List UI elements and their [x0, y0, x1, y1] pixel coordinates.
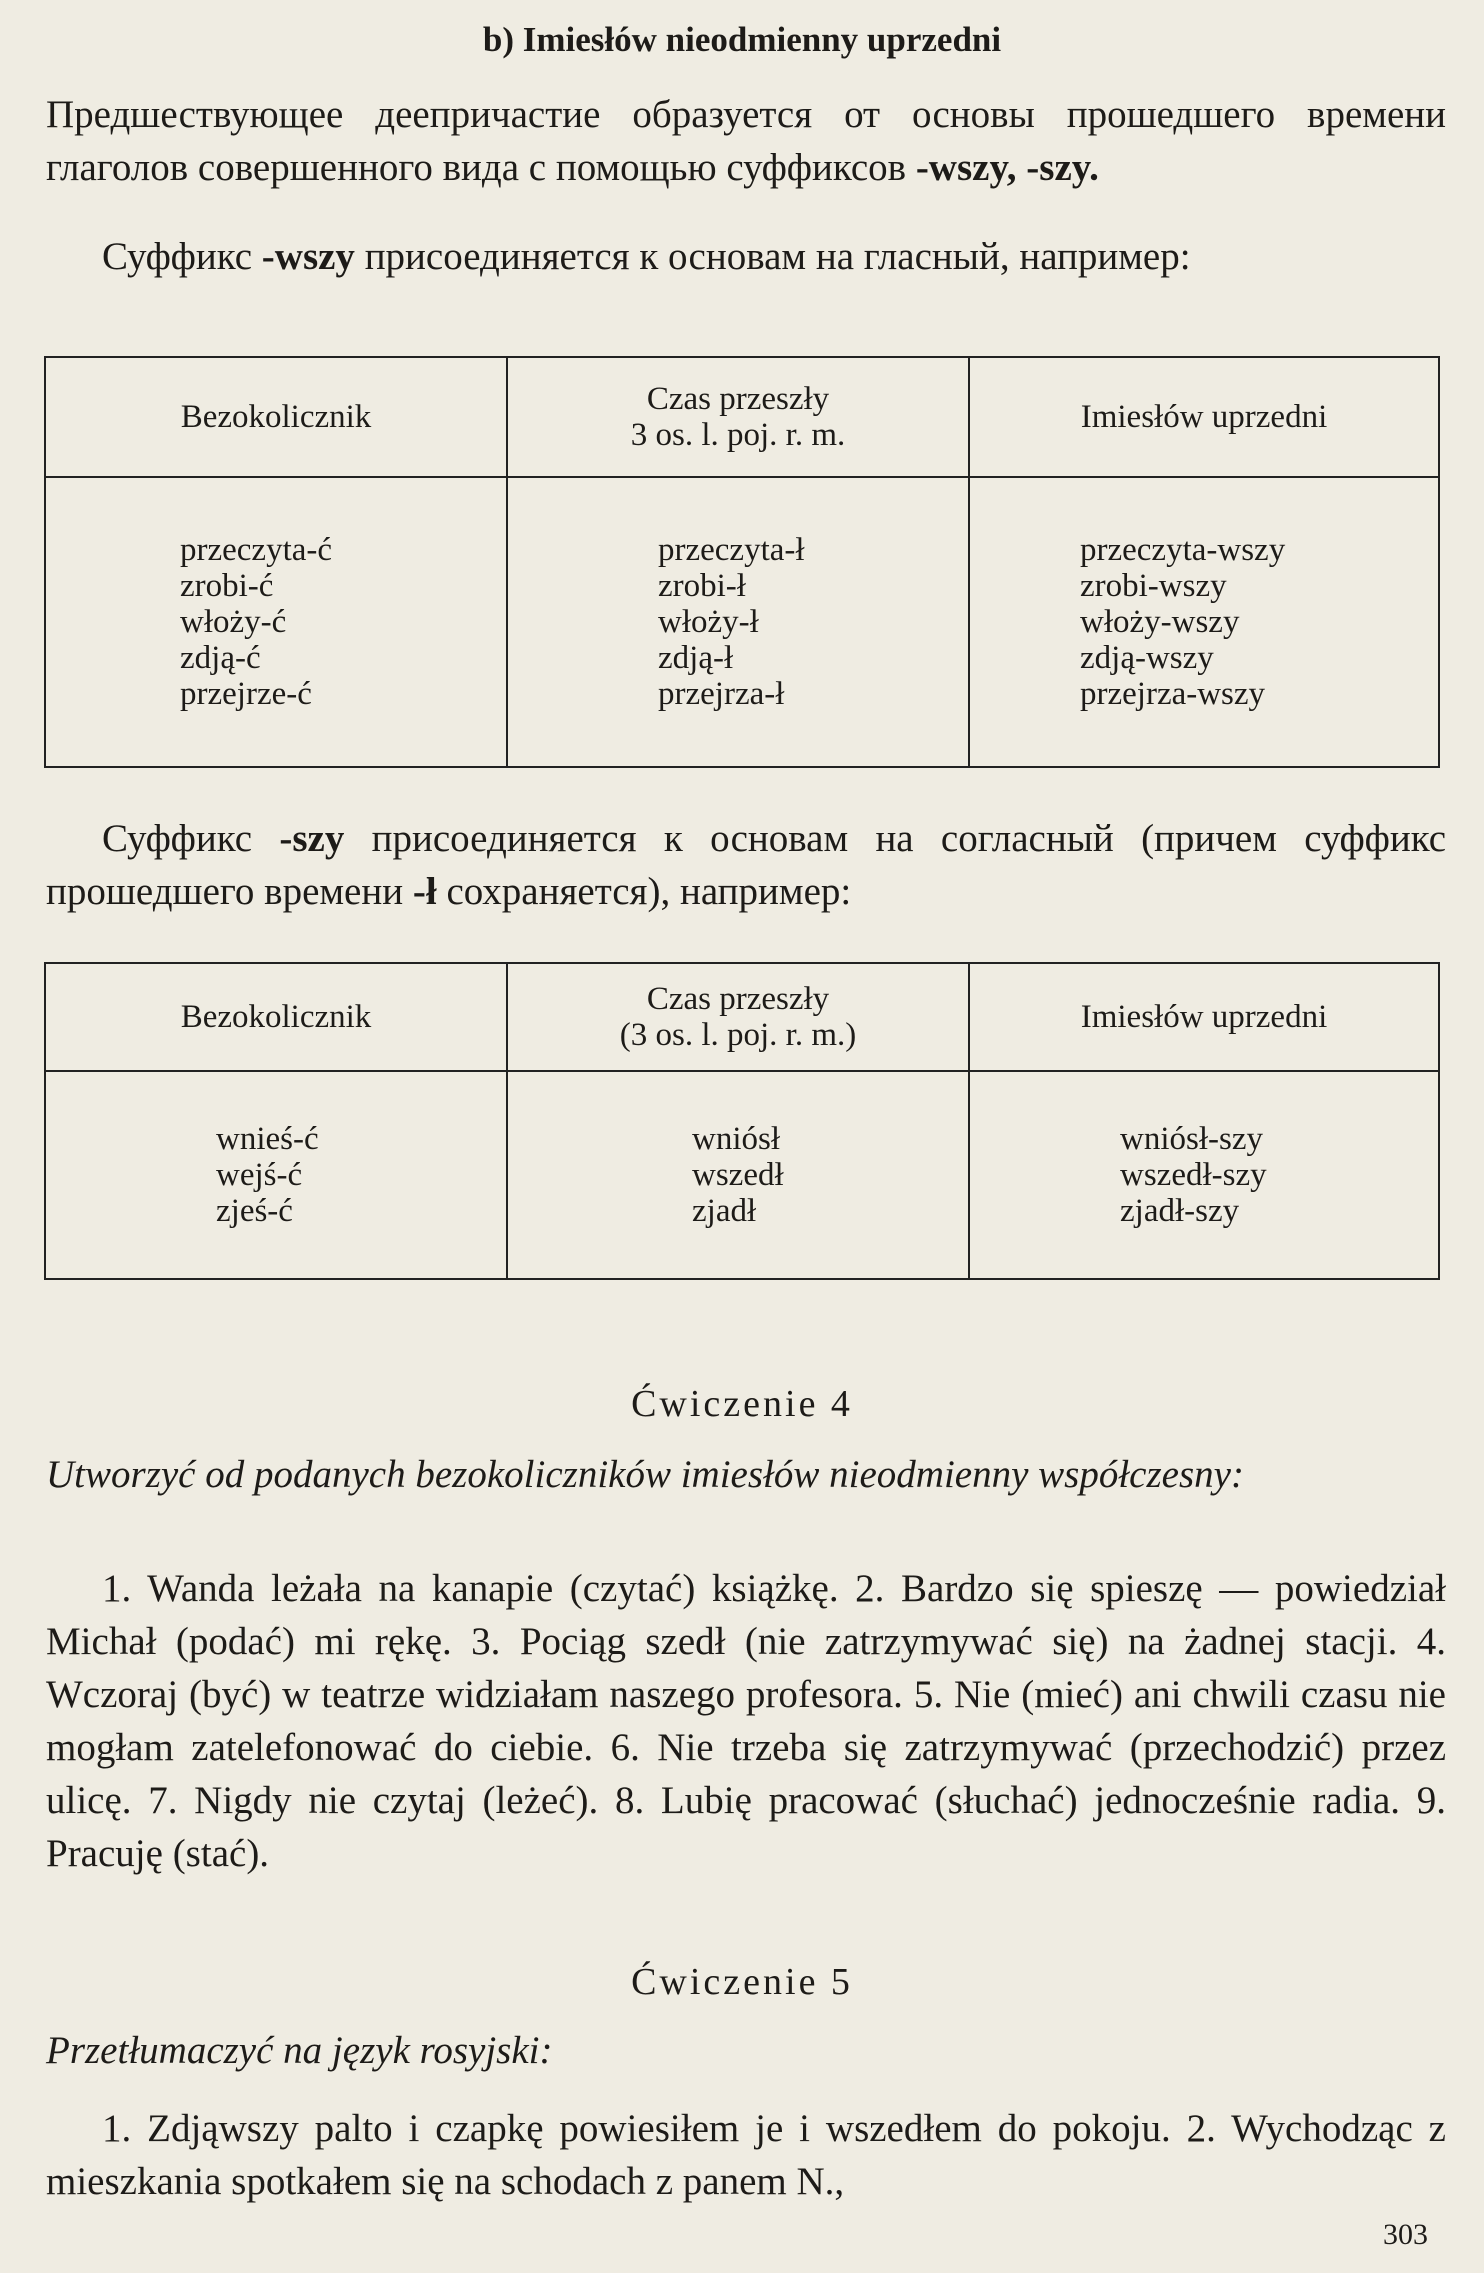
table2-cell: wszedł-szy	[1120, 1157, 1267, 1193]
suffixes-bold: -wszy, -szy.	[915, 146, 1099, 189]
table1-cell: zrobi-ł	[658, 568, 746, 604]
table2-header-participle: Imiesłów uprzedni	[969, 963, 1439, 1071]
middle-paragraph	[46, 812, 1446, 918]
table1-body-row	[45, 477, 1439, 767]
table2-cell: wejś-ć	[216, 1157, 303, 1193]
table2-col-infinitive	[45, 1071, 507, 1279]
middle-after: сохраняется), например:	[436, 870, 852, 913]
table1-cell: włoży-ć	[180, 604, 287, 640]
suffix-szy: -szy	[279, 817, 345, 860]
table2-cell: wnieś-ć	[216, 1121, 319, 1157]
intro-text: Предшествующее деепричастие образуется от основы прошедшего времени глаголов совершенного вида с помощью суффиксов	[46, 93, 1446, 189]
table1-cell: przeczyta-ć	[180, 532, 333, 568]
table1-header-past-line1: Czas przeszły	[646, 381, 830, 417]
table1-cell: włoży-ł	[658, 604, 759, 640]
exercise-5-title: Ćwiczenie 5	[631, 1961, 853, 2003]
table2-header-past	[507, 963, 969, 1071]
suffix-wszy: -wszy	[261, 235, 355, 278]
table1-header-past-line2: 3 os. l. poj. r. m.	[630, 417, 846, 453]
intro2-after: присоединяется к основам на гласный, например:	[354, 235, 1191, 278]
exercise-4-title: Ćwiczenie 4	[631, 1383, 853, 1425]
table1-cell: zdją-ł	[658, 640, 734, 676]
table1-header-participle: Imiesłów uprzedni	[969, 357, 1439, 477]
table2-header-infinitive: Bezokolicznik	[45, 963, 507, 1071]
table1-header-infinitive: Bezokolicznik	[45, 357, 507, 477]
exercise-4-text: 1. Wanda leżała na kanapie (czytać) książkę. 2. Bardzo się spieszę — powiedział Michał (podać) mi rękę. 3. Pociąg szedł (nie zatrzymywać się) na żadnej stacji. 4. Wczoraj (być) w teatrze widziałam naszego profesora. 5. Nie (mieć) ani chwili czasu nie mogłam zatelefonować do ciebie. 6. Nie trzeba się zatrzymywać (przechodzić) przez ulicę. 7. Nigdy nie czytaj (leżeć). 8. Lubię pracować (słuchać) jednocześnie radia. 9. Pracuję (stać).	[46, 1567, 1446, 1875]
exercise-5-text: 1. Zdjąwszy palto i czapkę powiesiłem je i wszedłem do pokoju. 2. Wychodząc z mieszkania spotkałem się na schodach z panem N.,	[46, 2107, 1446, 2203]
table2-cell: wniósł-szy	[1120, 1121, 1263, 1157]
table1-cell: przejrze-ć	[180, 676, 312, 712]
table2-header-past-line1: Czas przeszły	[646, 981, 830, 1017]
table2-col-participle	[969, 1071, 1439, 1279]
table2-cell: wniósł	[692, 1121, 781, 1157]
table1-col-infinitive	[45, 477, 507, 767]
table1-header-row	[45, 357, 1439, 477]
middle-before: Суффикс	[102, 817, 280, 860]
table2-header-past-line2: (3 os. l. poj. r. m.)	[619, 1017, 857, 1053]
table1-header-past	[507, 357, 969, 477]
table2-cell: zjeś-ć	[216, 1193, 293, 1229]
exercise-4-instruction: Utworzyć od podanych bezokoliczników imiesłów nieodmienny współczesny:	[46, 1453, 1244, 1496]
table1-col-past	[507, 477, 969, 767]
table1-cell: przejrza-ł	[658, 676, 785, 712]
table1-cell: przejrza-wszy	[1080, 676, 1266, 712]
suffix-l: -ł	[412, 870, 437, 913]
intro2-before: Суффикс	[102, 235, 262, 278]
table2-header-row	[45, 963, 1439, 1071]
table2-body-row	[45, 1071, 1439, 1279]
table2-cell: zjadł-szy	[1120, 1193, 1240, 1229]
page-number: 303	[1383, 2218, 1428, 2251]
table-consonant-stems	[44, 962, 1440, 1280]
table1-cell: zdją-wszy	[1080, 640, 1214, 676]
section-title: b) Imiesłów nieodmienny uprzedni	[482, 20, 1002, 59]
exercise-5-instruction: Przetłumaczyć na język rosyjski:	[46, 2029, 553, 2072]
table1-cell: zrobi-ć	[180, 568, 274, 604]
table2-cell: zjadł	[692, 1193, 757, 1229]
table2-cell: wszedł	[692, 1157, 784, 1193]
table-vowel-stems	[44, 356, 1440, 768]
table1-cell: przeczyta-ł	[658, 532, 805, 568]
table1-cell: zdją-ć	[180, 640, 261, 676]
middle-mid: присоединяется к основам на согласный (причем суффикс прошедшего времени	[46, 817, 1446, 913]
table2-col-past	[507, 1071, 969, 1279]
table1-cell: przeczyta-wszy	[1080, 532, 1286, 568]
table1-cell: zrobi-wszy	[1080, 568, 1227, 604]
table1-col-participle	[969, 477, 1439, 767]
table1-cell: włoży-wszy	[1080, 604, 1240, 640]
intro-paragraph-2	[46, 230, 1446, 283]
intro-paragraph-1	[46, 88, 1446, 194]
